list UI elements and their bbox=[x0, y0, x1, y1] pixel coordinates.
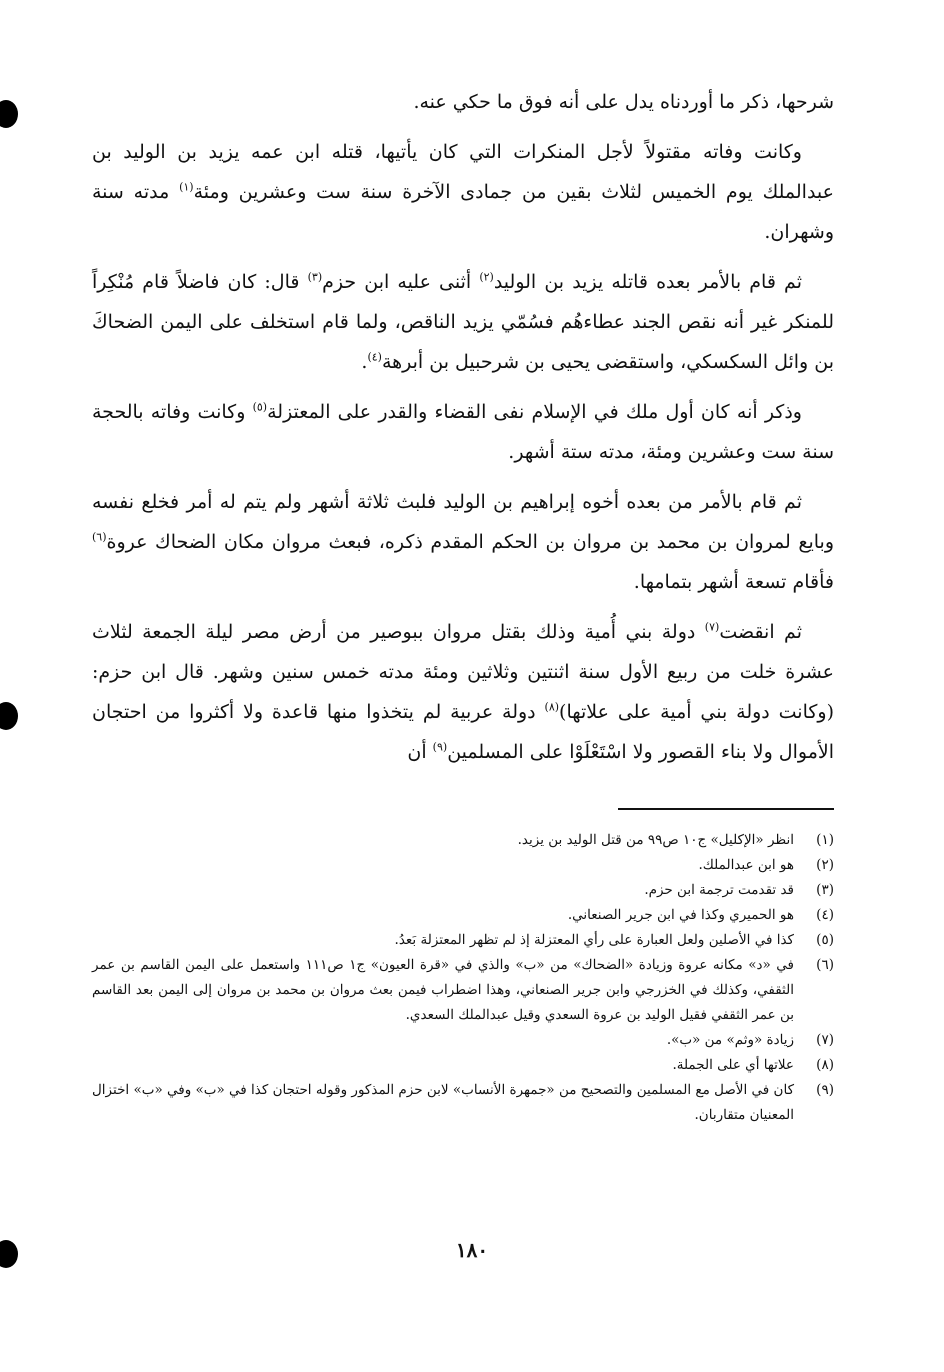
footnote-separator-wrap bbox=[92, 782, 834, 828]
paragraph-2-text-a: وكانت وفاته مقتولاً لأجل المنكرات التي كان يأتيها، قتله ابن عمه يزيد بن الوليد بن عبدالملك يوم الخميس لثلاث بقين من جمادى الآخرة سنة ست وعشرين ومئة bbox=[92, 141, 834, 203]
punch-hole-middle bbox=[0, 702, 18, 730]
paragraph-6-text-a: ثم انقضت bbox=[719, 621, 802, 643]
footnote-separator bbox=[618, 808, 834, 810]
footnote-number: (٥) bbox=[816, 932, 834, 948]
footnote-ref-2[interactable]: (٢) bbox=[479, 270, 494, 284]
footnote-text: في «د» مكانه عروة وزيادة «الضحاك» من «ب» والذي في «قرة العيون» ج١ ص١١١ واستعمل على اليمن القاسم بن عمر الثقفي، وكذلك في الخزرجي وابن جرير الصنعاني، وهذا اضطراب فيمن بعث مروان بن محمد بن مروان إلى اليمن بعد القاسم بن عمر الثقفي فقيل الوليد بن عروة السعدي وقيل عبدالملك السعدي. bbox=[92, 957, 795, 1023]
footnote-8 bbox=[92, 1053, 834, 1078]
footnote-ref-6[interactable]: (٦) bbox=[92, 530, 107, 544]
paragraph-4 bbox=[92, 392, 834, 472]
paragraph-1-text: شرحها، ذكر ما أوردناه يدل على أنه فوق ما حكي عنه. bbox=[413, 91, 834, 113]
footnote-number: (٧) bbox=[816, 1032, 834, 1048]
paragraph-3-text-a: ثم قام بالأمر بعده قاتله يزيد بن الوليد bbox=[493, 271, 802, 293]
paragraph-6 bbox=[92, 612, 834, 772]
footnote-number: (٩) bbox=[816, 1082, 834, 1098]
footnote-5 bbox=[92, 928, 834, 953]
paragraph-5-text-b: فأقام تسعة أشهر بتمامها. bbox=[633, 571, 834, 593]
footnote-number: (٢) bbox=[816, 857, 834, 873]
page-number: ١٨٠ bbox=[455, 1238, 489, 1262]
footnote-text: علاتها أي على الجملة. bbox=[672, 1057, 794, 1073]
paragraph-6-text-d: أن bbox=[407, 741, 433, 763]
paragraph-6-text-b: دولة بني أُمية وذلك بقتل مروان ببوصير من أرض مصر ليلة الجمعة لثلاث عشرة خلت من ربيع الأول سنة اثنتين وثلاثين ومئة مدته خمس سنين وشهر. قال ابن حزم: (وكانت دولة بني أمية على علاتها) bbox=[92, 621, 834, 723]
footnote-ref-9[interactable]: (٩) bbox=[432, 740, 448, 754]
footnote-number: (١) bbox=[816, 832, 834, 848]
paragraph-5 bbox=[92, 482, 834, 602]
footnote-2 bbox=[92, 853, 834, 878]
footnote-9 bbox=[92, 1078, 834, 1128]
footnote-1 bbox=[92, 828, 834, 853]
footnote-number: (٣) bbox=[816, 882, 834, 898]
footnote-text: هو الحميري وكذا في ابن جرير الصنعاني. bbox=[567, 907, 794, 923]
footnote-ref-8[interactable]: (٨) bbox=[544, 700, 560, 714]
footnote-text: كان في الأصل مع المسلمين والتصحيح من «جمهرة الأنساب» لابن حزم المذكور وقوله احتجان كذا في «ب» وفي «ب» اختزال المعنيان متقاربان. bbox=[92, 1082, 794, 1123]
paragraph-3-text-d: . bbox=[361, 351, 368, 373]
paragraph-2 bbox=[92, 132, 834, 252]
footnote-7 bbox=[92, 1028, 834, 1053]
paragraph-2-text-b: مدته سنة وشهران. bbox=[92, 181, 834, 243]
footnote-ref-1[interactable]: (١) bbox=[179, 180, 194, 194]
footnote-3 bbox=[92, 878, 834, 903]
footnote-4 bbox=[92, 903, 834, 928]
footnote-ref-4[interactable]: (٤) bbox=[367, 350, 382, 364]
footnotes-list bbox=[92, 828, 834, 1128]
footnote-text: زيادة «وثم» من «ب». bbox=[666, 1032, 794, 1048]
paragraph-4-text-b: وكانت وفاته بالحجة سنة ست وعشرين ومئة، مدته ستة أشهر. bbox=[92, 401, 834, 463]
footnote-ref-3[interactable]: (٣) bbox=[307, 270, 323, 284]
footnote-text: كذا في الأصلين ولعل العبارة على رأي المعتزلة إذ لم تظهر المعتزلة بَعدُ. bbox=[394, 932, 794, 948]
footnote-number: (٨) bbox=[816, 1057, 834, 1073]
paragraph-3-text-c: قال: كان فاضلاً قام مُنْكِراً للمنكر غير أنه نقص الجند عطاءهُم فسُمّي يزيد الناقص، ولما قام استخلف على اليمن الضحاكَ بن وائل السكسكي، واستقضى يحيى بن شرحبيل بن أبرهة bbox=[92, 271, 834, 373]
footnote-text: هو ابن عبدالملك. bbox=[698, 857, 794, 873]
paragraph-1 bbox=[92, 82, 834, 122]
paragraph-3 bbox=[92, 262, 834, 382]
punch-hole-top bbox=[0, 100, 18, 128]
footnote-text: قد تقدمت ترجمة ابن حزم. bbox=[644, 882, 794, 898]
paragraph-3-text-b: أثنى عليه ابن حزم bbox=[322, 271, 480, 293]
page-content bbox=[92, 82, 834, 1128]
footnote-6 bbox=[92, 953, 834, 1028]
paragraph-6-text-c: دولة عربية لم يتخذوا منها قاعدة ولا أكثروا من احتجان الأموال ولا بناء القصور ولا اسْتَعْلَوْا على المسلمين bbox=[92, 701, 834, 763]
paragraph-4-text-a: وذكر أنه كان أول ملك في الإسلام نفى القضاء والقدر على المعتزلة bbox=[267, 401, 802, 423]
paragraph-5-text-a: ثم قام بالأمر من بعده أخوه إبراهيم بن الوليد فلبث ثلاثة أشهر ولم يتم له أمر فخلع نفسه وبايع لمروان بن محمد بن مروان بن الحكم المقدم ذكره، فبعث مروان مكان الضحاك عروة bbox=[92, 491, 834, 553]
footnote-ref-7[interactable]: (٧) bbox=[704, 620, 720, 634]
footnote-number: (٤) bbox=[816, 907, 834, 923]
footnote-number: (٦) bbox=[816, 957, 834, 973]
footnote-text: انظر «الإكليل» ج١٠ ص٩٩ من قتل الوليد بن يزيد. bbox=[517, 832, 794, 848]
footnote-ref-5[interactable]: (٥) bbox=[252, 400, 268, 414]
